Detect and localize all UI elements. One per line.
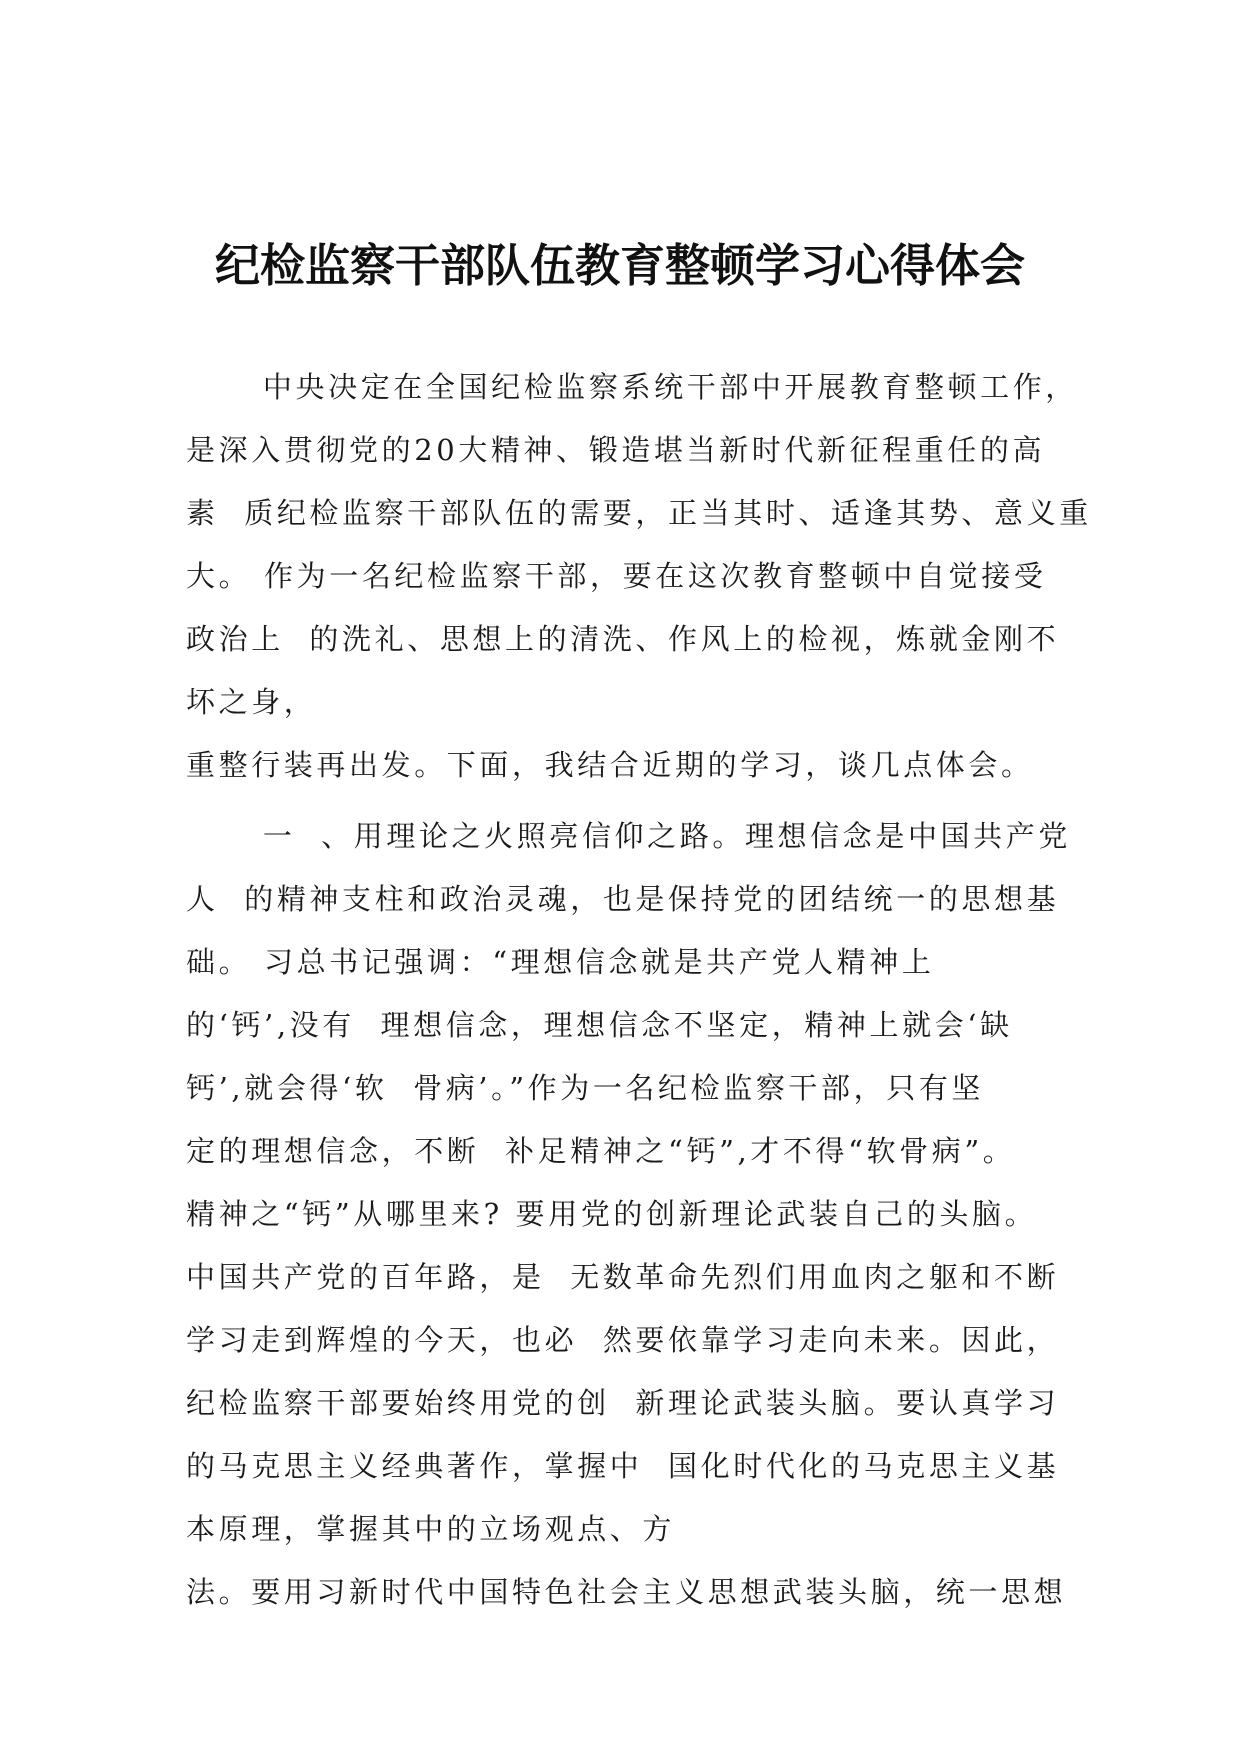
body-line: 的‘钙’,没有 理想信念，理想信念不坚定，精神上就会‘缺 [186,1008,1013,1042]
body-line: 法。要用习新时代中国特色社会主义思想武装头脑，统一思想 [186,1575,1067,1609]
body-line: 学习走到辉煌的今天，也必 然要依靠学习走向未来。因此， [186,1323,1060,1357]
document-title: 纪检监察干部队伍教育整顿学习心得体会 [214,239,1025,292]
body-line: 重整行装再出发。下面，我结合近期的学习，谈几点体会。 [186,748,1034,782]
body-line: 础。 习总书记强调：“理想信念就是共产党人精神上 [186,945,935,979]
body-line: 一 、用理论之火照亮信仰之路。理想信念是中国共产党 [186,819,1071,853]
body-line: 中央决定在全国纪检监察系统干部中开展教育整顿工作， [186,370,1078,404]
body-line: 素 质纪检监察干部队伍的需要，正当其时、适逢其势、意义重 [186,496,1092,530]
body-line: 精神之“钙”从哪里来? 要用党的创新理论武装自己的头脑。 [186,1197,1038,1231]
body-line: 的马克思主义经典著作，掌握中 国化时代化的马克思主义基 [186,1449,1060,1483]
body-line: 政治上 的洗礼、思想上的清洗、作风上的检视，炼就金刚不 [186,622,1060,656]
body-line: 定的理想信念，不断 补足精神之“钙”,才不得“软骨病”。 [186,1134,1016,1168]
body-line: 大。 作为一名纪检监察干部，要在这次教育整顿中自觉接受 [186,559,1047,593]
body-line: 纪检监察干部要始终用党的创 新理论武装头脑。要认真学习 [186,1386,1060,1420]
body-line: 人 的精神支柱和政治灵魂，也是保持党的团结统一的思想基 [186,882,1060,916]
body-line: 是深入贯彻党的20大精神、锻造堪当新时代新征程重任的高 [186,433,1046,467]
body-line: 本原理，掌握其中的立场观点、方 [186,1512,676,1546]
body-line: 钙’,就会得‘软 骨病’。”作为一名纪检监察干部，只有坚 [186,1071,985,1105]
body-line: 坏之身， [186,685,317,719]
body-line: 中国共产党的百年路，是 无数革命先烈们用血肉之躯和不断 [186,1260,1060,1294]
document-body [186,356,1092,1624]
